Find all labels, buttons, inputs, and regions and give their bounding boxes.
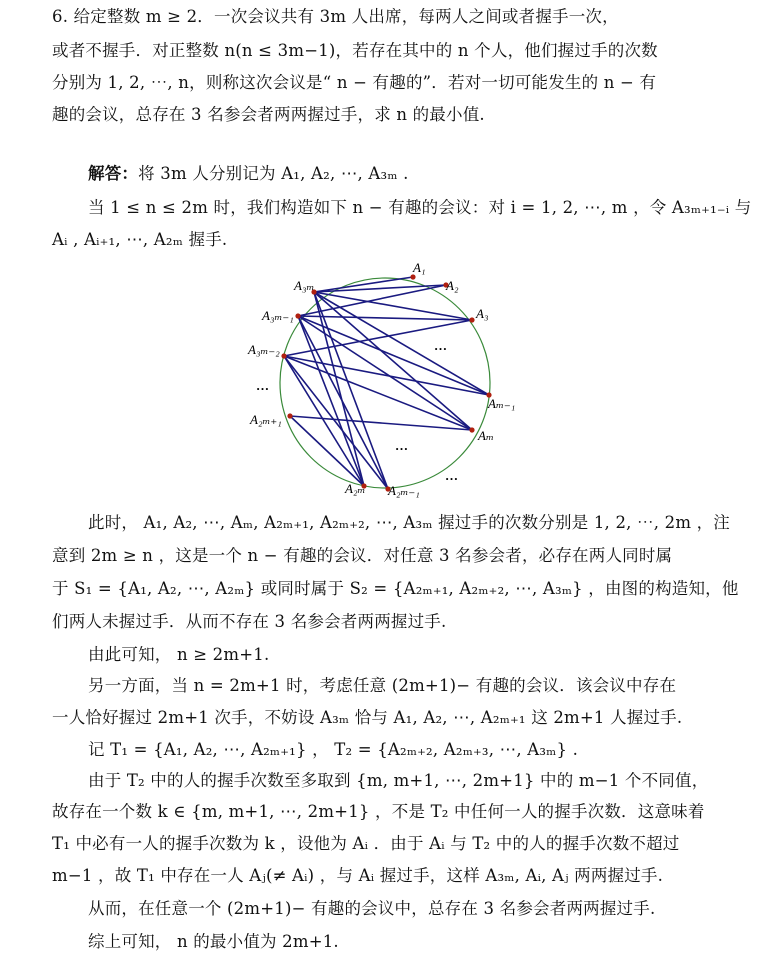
edge-A3m-A2m1 [314,292,388,489]
point-A2m1p [287,413,292,418]
problem-line-3: 分别为 1, 2, ⋯, n，则称这次会议是“ n − 有趣的”．若对一切可能发生的 n − 有 [52,73,657,92]
solution-line-2: 当 1 ≤ n ≤ 2m 时，我们构造如下 n − 有趣的会议：对 i = 1, 2, ⋯, m ，令 A₃ₘ₊₁₋ᵢ 与 [88,198,752,217]
point-A3m1 [295,313,300,318]
dots-right: … [434,338,447,353]
edge-A3m-Am [314,292,472,430]
label-A1: A₁ [413,260,426,275]
label-A2m: A₂ₘ [345,481,366,496]
dots-left: … [256,378,269,393]
label-A2m-1: A₂ₘ₋₁ [388,483,420,498]
edge-A3m1-A2m1 [298,316,388,489]
solution-label: 解答： [88,164,139,183]
label-A2m+1: A₂ₘ₊₁ [250,412,282,427]
solution-line-5: 意到 2m ≥ n ，这是一个 n − 有趣的会议．对任意 3 名参会者，必存在两人同时属 [52,546,673,565]
point-A3 [469,317,474,322]
point-A1 [410,274,415,279]
dots-bottom-right: … [445,468,458,483]
label-Am: Aₘ [478,428,494,443]
solution-line-14: T₁ 中必有一人的握手次数为 k ，设他为 Aᵢ ．由于 Aᵢ 与 T₂ 中的人的握手次数不超过 [52,834,680,853]
solution-line-6: 于 S₁ = {A₁, A₂, ⋯, A₂ₘ} 或同时属于 S₂ = {A₂ₘ₊₁, A₂ₘ₊₂, ⋯, A₃ₘ} ，由图的构造知，他 [52,579,739,598]
label-A3: A₃ [476,306,489,321]
diagram-edges [284,277,489,489]
solution-line-4: 此时， A₁, A₂, ⋯, Aₘ, A₂ₘ₊₁, A₂ₘ₊₂, ⋯, A₃ₘ 握过手的次数分别是 1, 2, ⋯, 2m ，注 [88,513,731,532]
point-A3m2 [281,353,286,358]
solution-line-1: 将 3m 人分别记为 A₁, A₂, ⋯, A₃ₘ . [138,164,409,183]
label-A3m: A₃ₘ [294,278,315,293]
solution-line-13: 故存在一个数 k ∈ {m, m+1, ⋯, 2m+1} ，不是 T₂ 中任何一人的握手次数．这意味着 [52,802,705,821]
problem-line-4: 趣的会议，总存在 3 名参会者两两握过手，求 n 的最小值. [52,105,485,124]
label-A2: A₂ [446,278,459,293]
solution-line-17: 综上可知， n 的最小值为 2m+1. [88,932,339,951]
solution-line-15: m−1 ，故 T₁ 中存在一人 Aⱼ(≠ Aᵢ) ，与 Aᵢ 握过手，这样 A₃ₘ, Aᵢ, Aⱼ 两两握过手. [52,866,664,885]
edge-A3m1-Am1 [298,316,489,395]
solution-line-7: 们两人未握过手．从而不存在 3 名参会者两两握过手. [52,612,447,631]
dots-center: … [395,438,408,453]
solution-line-12: 由于 T₂ 中的人的握手次数至多取到 {m, m+1, ⋯, 2m+1} 中的 m−1 个不同值， [88,771,709,790]
solution-line-10: 一人恰好握过 2m+1 次手，不妨设 A₃ₘ 恰与 A₁, A₂, ⋯, A₂ₘ₊₁ 这 2m+1 人握过手. [52,708,683,727]
label-A3m-1: A₃ₘ₋₁ [262,308,294,323]
label-Am-1: Aₘ₋₁ [488,396,516,411]
label-A3m-2: A₃ₘ₋₂ [248,342,280,357]
solution-line-11: 记 T₁ = {A₁, A₂, ⋯, A₂ₘ₊₁} ， T₂ = {A₂ₘ₊₂, A₂ₘ₊₃, ⋯, A₃ₘ} . [88,740,579,759]
solution-line-3: Aᵢ , Aᵢ₊₁, ⋯, A₂ₘ 握手. [52,230,228,249]
edge-A3m2-Am1 [284,356,489,395]
point-Am [469,427,474,432]
solution-line-8: 由此可知， n ≥ 2m+1. [88,645,270,664]
problem-line-1: 6. 给定整数 m ≥ 2．一次会议共有 3m 人出席，每两人之间或者握手一次， [52,7,619,26]
solution-line-9: 另一方面，当 n = 2m+1 时，考虑任意 (2m+1)− 有趣的会议．该会议中存在 [88,676,677,695]
problem-line-2: 或者不握手．对正整数 n(n ≤ 3m−1)，若存在其中的 n 个人，他们握过手的次数 [52,41,658,60]
solution-line-16: 从而，在任意一个 (2m+1)− 有趣的会议中，总存在 3 名参会者两两握过手. [88,899,656,918]
handshake-diagram [240,258,530,503]
edge-A2m1p-Am [290,416,472,430]
edge-A3m-A2m [314,292,364,486]
